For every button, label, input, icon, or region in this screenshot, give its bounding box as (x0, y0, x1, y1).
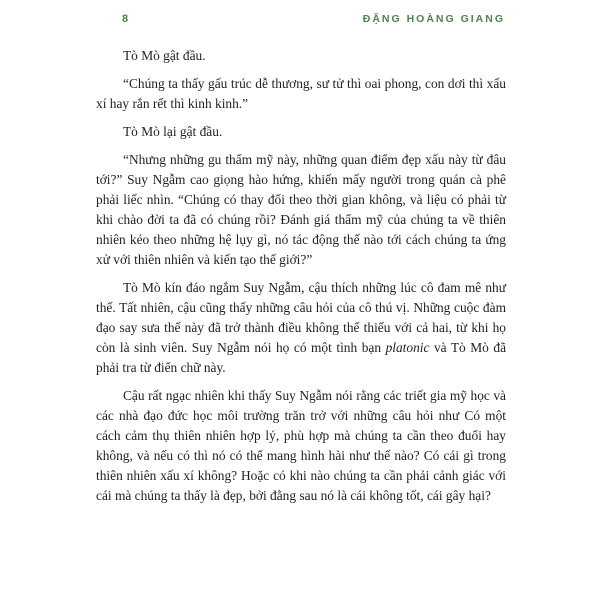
paragraph (96, 150, 506, 270)
italic-text-run: platonic (385, 340, 430, 355)
text-run: “Nhưng những gu thẩm mỹ này, những quan điểm đẹp xấu này từ đâu tới?” Suy Ngẫm cao giọng hào hứng, khiến mấy người trong quán cà phê phải liếc nhìn. “Chúng có thay đổi theo thời gian không, và liệu có phải từ khi chào đời ta đã có chúng rồi? Đánh giá thẩm mỹ của chúng ta về thiên nhiên kéo theo những hệ lụy gì, nó tác động thế nào tới cách chúng ta ứng xử với thiên nhiên và kiến tạo thế giới?” (96, 152, 506, 267)
page-number: 8 (122, 13, 129, 25)
text-run: Cậu rất ngạc nhiên khi thấy Suy Ngẫm nói rằng các triết gia mỹ học và các nhà đạo đức học môi trường trăn trở với những câu hỏi như Có một cách cảm thụ thiên nhiên hợp lý, phù hợp mà chúng ta cần theo đuổi hay không, và nếu có thì nó có thể mang hình hài như thế nào? Có cái gì trong thiên nhiên xấu xí không? Hoặc có khi nào chúng ta cần phải cảnh giác với cái mà chúng ta thấy là đẹp, bởi đằng sau nó là cái không tốt, cái gây hại? (96, 388, 506, 503)
text-run: Tò Mò gật đầu. (123, 48, 206, 63)
paragraph (96, 122, 506, 142)
text-run: và Tò Mò đã phải tra từ điển chữ này. (96, 340, 507, 375)
running-header-author: ĐẶNG HOÀNG GIANG (362, 13, 505, 25)
text-run: Tò Mò lại gật đầu. (123, 124, 223, 139)
text-run: “Chúng ta thấy gấu trúc dễ thương, sư tử thì oai phong, con dơi thì xấu xí hay rắn rết thì kinh kinh.” (96, 76, 506, 111)
paragraph (96, 278, 506, 378)
body-text (0, 46, 600, 506)
paragraph (96, 74, 506, 114)
text-run: Tò Mò kín đáo ngắm Suy Ngẫm, cậu thích những lúc cô đam mê như thế. Tất nhiên, cậu cũng thấy những câu hỏi của cô thú vị. Những cuộc đàm đạo say sưa thế này đã trở thành điều không thể thiếu với cả hai, từ khi họ còn là sinh viên. Suy Ngẫm nói họ có một tình bạn (96, 280, 506, 355)
paragraph (96, 386, 506, 506)
paragraph (96, 46, 506, 66)
running-header (0, 0, 600, 25)
